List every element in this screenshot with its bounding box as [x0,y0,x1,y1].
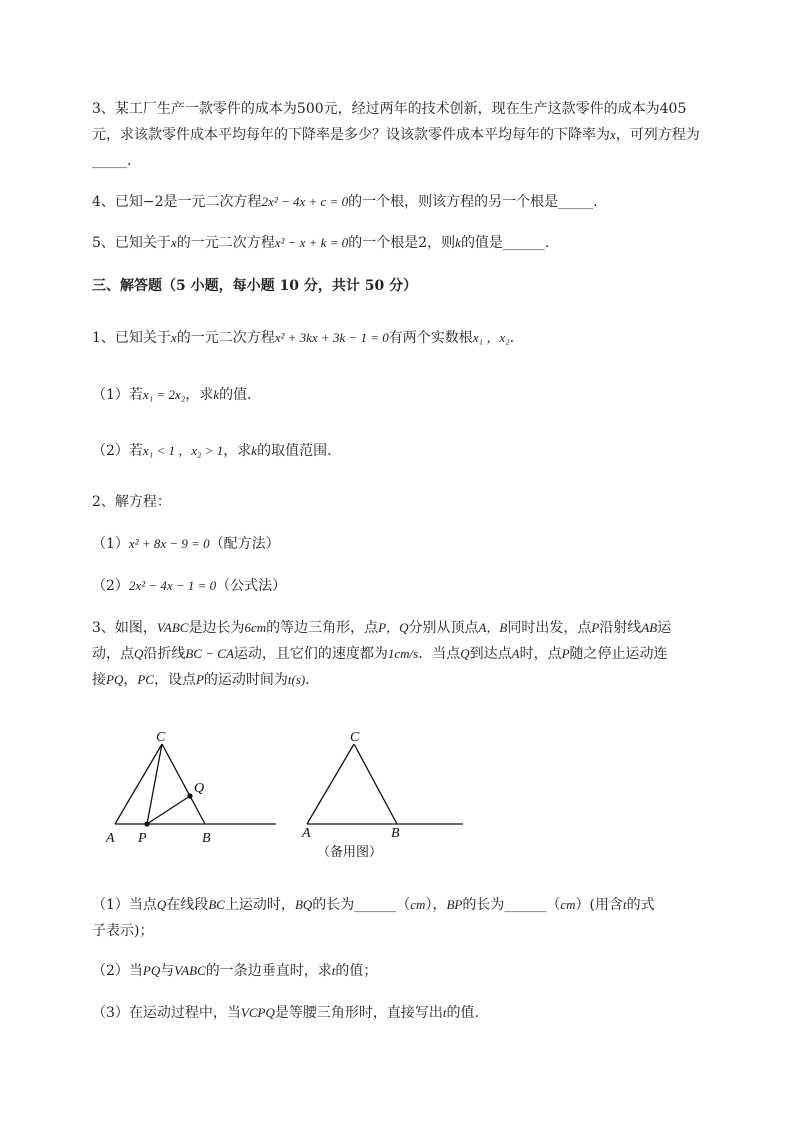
text: ）(用含 [575,897,623,913]
problem-1-sub-1 [92,386,252,404]
math-var: x [610,127,616,142]
text: 的长为______（ [462,897,561,913]
label-c-backup: C [350,730,360,745]
math-equation: 2x² − 4x + c = 0 [261,194,349,209]
text: 有两个实数根 [388,330,473,346]
figure-caption: （备用图） [317,845,383,860]
text: 运动，且它们的速度都为 [233,646,388,662]
math-length: 6cm [244,620,267,635]
question-5-text-mid2: 的一个根是2，则 [348,235,456,251]
math-var: t [622,897,627,912]
math-var: P [561,646,570,661]
math-var: P [195,672,204,687]
text: ． [305,672,320,688]
math-var: k [251,443,258,458]
text: （公式法） [216,578,287,594]
math-var: x [170,235,177,250]
text: 的式 [626,897,655,913]
side-ac-backup [307,744,354,824]
text: 的一元二次方程 [176,330,275,346]
question-3-line-2 [92,126,700,144]
math-var: x [170,330,177,345]
label-a: A [106,831,115,846]
math-var: t [442,1005,447,1020]
text: ）， [425,897,447,913]
triangle-figure-backup [301,730,463,860]
math-path: BC − CA [185,646,234,661]
text: 随之停止运动连 [569,646,668,662]
problem-3-sub-2 [92,962,377,980]
text: 的一条边垂直时，求 [205,963,332,979]
text: （1）若 [92,387,143,403]
math-time: t(s) [287,672,306,687]
text: 的长为______（ [312,897,411,913]
text: 到达点 [469,646,512,662]
math-var: P [591,620,600,635]
math-inequality: x₁ < 1 ，x₂ > 1 [142,443,224,458]
math-segment: BC [208,897,225,912]
problem-3-line-2 [92,645,668,663]
math-equation: x² − x + k = 0 [274,235,349,250]
answer-blank: _____. [92,153,132,169]
text: ，求 [185,387,214,403]
text: （配方法） [209,536,280,552]
math-equation: x₁ = 2x₂ [142,387,186,402]
label-p: P [138,831,147,846]
math-var: Q [156,897,167,912]
text: 的取值范围. [257,443,332,459]
question-4-text-end: 的一个根，则该方程的另一个根是_____. [348,194,598,210]
side-bc-backup [354,744,397,824]
text: 是等腰三角形时，直接写出 [274,1005,443,1021]
label-b: B [202,831,211,846]
label-c: C [156,730,166,745]
math-triangle: VABC [174,963,206,978]
text: 沿折线 [143,646,186,662]
text: 的值. [446,1005,479,1021]
question-3-text-end: ，可列方程为 [615,127,700,143]
text: 1、已知关于 [92,330,171,346]
math-points: P，Q [378,620,409,635]
text: 同时出发，点 [507,620,592,636]
question-3-line-1 [92,100,686,118]
math-segment: AB [641,620,658,635]
text: ，求 [223,443,252,459]
text: 与 [160,963,175,979]
math-equation: 2x² − 4x − 1 = 0 [128,578,217,593]
math-equation: x² + 3kx + 3k − 1 = 0 [274,330,389,345]
text: （2）若 [92,443,143,459]
problem-3-sub-1-line-1 [92,896,655,914]
label-q: Q [194,781,205,796]
text: 的值； [335,963,378,979]
math-segment: BP [446,897,463,912]
text: 接 [92,672,106,688]
text: ，设点 [153,672,196,688]
text: 是边长为 [188,620,245,636]
problem-3-sub-1-line-2: 子表示)； [92,923,154,939]
text: 动，点 [92,646,134,662]
math-points: A，B [478,620,508,635]
problem-2-sub-2 [92,577,286,595]
math-segment: PC [137,672,154,687]
question-3-text-cont: 元，求该款零件成本平均每年的下降率是多少？设该款零件成本平均每年的下降率为 [92,127,610,143]
problem-1-sub-2 [92,442,332,460]
math-unit: cm [410,897,426,912]
text: 的运动时间为 [203,672,288,688]
text: 的值. [219,387,252,403]
question-4-text: 4、已知−2是一元二次方程 [92,194,262,210]
math-triangle: VCPQ [240,1005,275,1020]
text: 上运动时， [224,897,295,913]
text: 沿射线 [599,620,642,636]
math-var: Q [134,646,144,661]
problem-2-stem: 2、解方程： [92,494,171,510]
segment-pq [147,796,190,824]
text: 在线段 [166,897,209,913]
label-a-backup: A [302,826,311,841]
text: ．当点 [418,646,461,662]
point-p [144,821,149,826]
math-segment: PQ [106,672,124,687]
text: （3）在运动过程中，当 [92,1005,241,1021]
text: 运 [657,620,672,636]
math-unit: cm [560,897,576,912]
geometry-figure [100,725,480,865]
text: 时，点 [519,646,562,662]
problem-3-line-1 [92,619,671,637]
math-var: k [455,235,461,250]
text: （2）当 [92,963,143,979]
problem-3-line-3 [92,671,319,689]
question-5-text: 5、已知关于 [92,235,171,251]
text: （1）当点 [92,897,157,913]
math-triangle: VABC [156,620,189,635]
text: 分别从顶点 [408,620,479,636]
math-segment: PQ [142,963,161,978]
math-speed: 1cm/s [387,646,419,661]
question-5-text-end: 的值是______. [460,235,550,251]
text: ， [123,672,138,688]
math-equation: x² + 8x − 9 = 0 [128,536,210,551]
math-var: Q [460,646,470,661]
math-roots: x₁ ，x₂ [472,330,510,345]
math-var: t [331,963,336,978]
question-4 [92,193,598,211]
problem-1-stem [92,329,514,347]
text: . [509,330,515,346]
point-q [187,793,192,798]
question-5-text-mid: 的一元二次方程 [176,235,275,251]
text: （2） [92,578,129,594]
math-var: A [511,646,520,661]
triangle-figure-main [105,730,276,846]
section-heading: 三、解答题（5 小题，每小题 10 分，共计 50 分） [92,278,418,294]
math-segment: BQ [294,897,313,912]
problem-2-sub-1 [92,535,280,553]
label-b-backup: B [391,826,400,841]
text: 的等边三角形，点 [266,620,379,636]
question-3-text: 3、某工厂生产一款零件的成本为500元，经过两年的技术创新，现在生产这款零件的成本为405 [92,101,687,117]
math-var: k [213,387,220,402]
text: （1） [92,536,129,552]
text: 3、如图， [92,620,157,636]
question-3-line-3 [92,152,131,170]
question-5 [92,234,549,252]
problem-3-sub-3 [92,1004,479,1022]
